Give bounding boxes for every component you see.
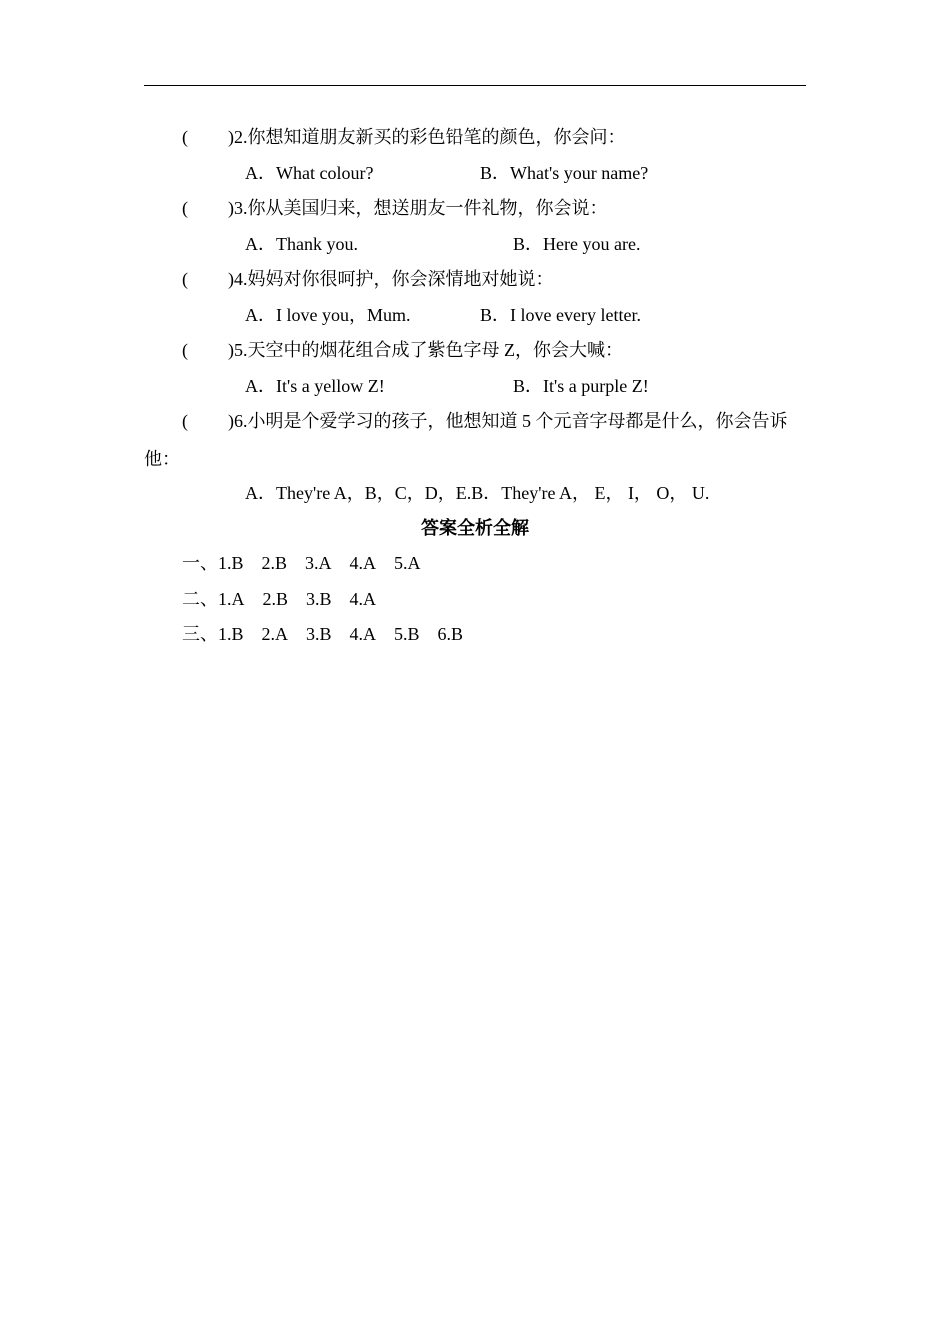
answer-row-prefix: 三、 [182, 624, 218, 644]
question-3-option-a: A．Thank you. [245, 234, 358, 254]
question-5-option-b: B．It's a purple Z! [513, 376, 649, 396]
answer-item: 3.A [305, 553, 332, 573]
answer-item: 5.A [394, 553, 421, 573]
answer-item: 4.A [349, 553, 377, 573]
question-5-paren: ( [182, 340, 188, 360]
question-5-text: )5.天空中的烟花组合成了紫色字母 Z，你会大喊： [228, 340, 623, 360]
answer-item: 6.B [437, 624, 464, 644]
answer-row-2 [182, 588, 394, 610]
answer-row-3 [182, 623, 481, 645]
question-6-text-continued: 他： [144, 449, 180, 469]
answer-row-1 [182, 552, 439, 574]
answer-item: 1.B [218, 553, 244, 573]
answer-item: 4.A [349, 589, 377, 609]
question-2-paren: ( [182, 127, 188, 147]
answers-title: 答案全析全解 [421, 518, 529, 538]
answer-item: 1.A [218, 589, 245, 609]
question-2-text: )2.你想知道朋友新买的彩色铅笔的颜色，你会问： [228, 127, 626, 147]
answer-item: 2.B [262, 589, 289, 609]
answer-item: 5.B [394, 624, 420, 644]
answer-item: 3.B [306, 589, 332, 609]
question-4-option-b: B．I love every letter. [480, 305, 641, 325]
answer-row-prefix: 二、 [182, 589, 218, 609]
question-3-text: )3.你从美国归来，想送朋友一件礼物，你会说： [228, 198, 608, 218]
question-3-paren: ( [182, 198, 188, 218]
answer-item: 2.B [261, 553, 288, 573]
question-2-option-b: B．What's your name? [480, 163, 649, 183]
answer-item: 1.B [218, 624, 244, 644]
answer-item: 3.B [306, 624, 332, 644]
header-rule [144, 85, 806, 86]
question-5-option-a: A．It's a yellow Z! [245, 376, 385, 396]
question-6-text: )6.小明是个爱学习的孩子，他想知道 5 个元音字母都是什么，你会告诉 [228, 411, 788, 431]
question-4-paren: ( [182, 269, 188, 289]
answer-item: 2.A [261, 624, 289, 644]
question-6-options: A．They're A，B，C，D，E.B．They're A， E， I， O， U. [245, 483, 710, 503]
answer-row-prefix: 一、 [182, 553, 218, 573]
question-2-option-a: A．What colour? [245, 163, 374, 183]
question-6-paren: ( [182, 411, 188, 431]
question-4-option-a: A．I love you，Mum. [245, 305, 411, 325]
question-3-option-b: B．Here you are. [513, 234, 641, 254]
answer-item: 4.A [349, 624, 377, 644]
question-4-text: )4.妈妈对你很呵护，你会深情地对她说： [228, 269, 554, 289]
